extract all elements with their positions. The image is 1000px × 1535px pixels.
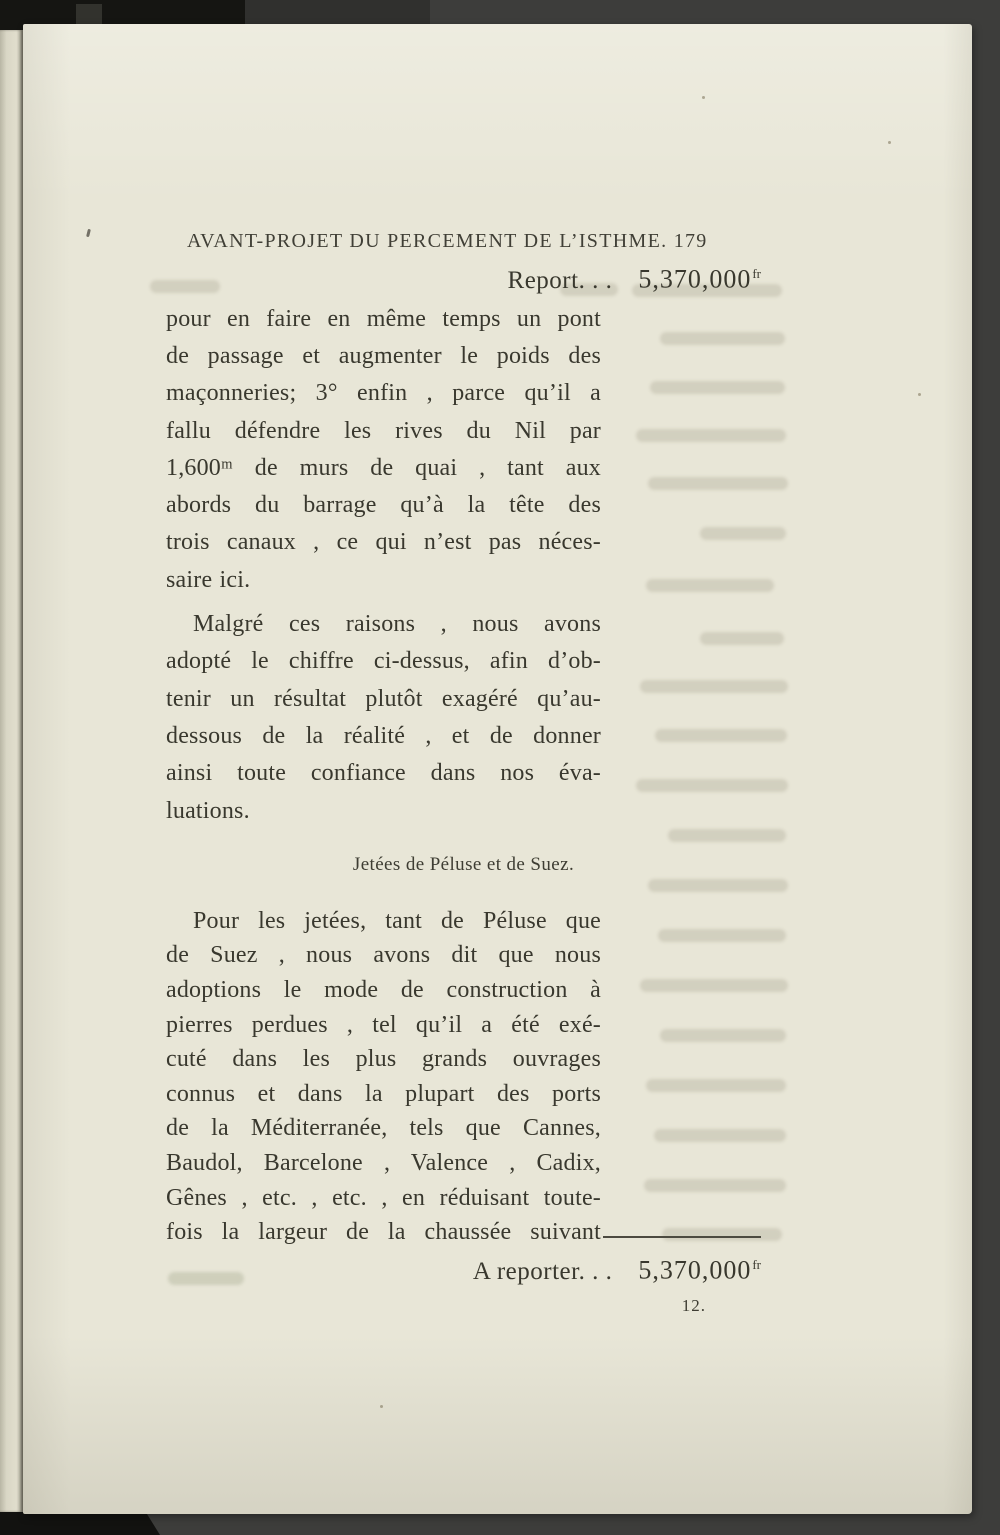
page-footer xyxy=(166,1236,761,1316)
text-line: Pour les jetées, tant de Péluse que xyxy=(193,907,601,934)
text-line: luations. xyxy=(166,797,250,824)
text-line: saire ici. xyxy=(166,566,251,593)
report-amount-unit: fr xyxy=(752,266,761,281)
report-carried-forward-line xyxy=(166,256,761,299)
running-header xyxy=(166,228,761,254)
report-amount-value: 5,370,000 xyxy=(638,264,752,294)
paper-speck xyxy=(702,96,705,99)
paper-speck xyxy=(380,1405,383,1408)
text-line: dessous de la réalité , et de donner xyxy=(166,722,601,749)
page-edges-strip xyxy=(0,30,23,1512)
paper-speck xyxy=(888,141,891,144)
text-line: fois la largeur de la chaussée suivant xyxy=(166,1219,601,1246)
report-amount xyxy=(638,256,761,298)
carry-forward-amount-unit: fr xyxy=(752,1257,761,1272)
carry-forward-amount-value: 5,370,000 xyxy=(638,1255,752,1285)
ink-stray-mark xyxy=(86,229,91,237)
page-content xyxy=(166,228,761,1250)
text-line: fallu défendre les rives du Nil par xyxy=(166,417,601,444)
page-number: 179 xyxy=(673,230,708,252)
text-line: Gênes , etc. , etc. , en réduisant toute- xyxy=(166,1184,601,1211)
text-line: 1,600ᵐ de murs de quai , tant aux xyxy=(166,454,601,481)
text-line: maçonneries; 3° enfin , parce qu’il a xyxy=(166,380,601,407)
text-line: connus et dans la plupart des ports xyxy=(166,1080,601,1107)
binding-leather-worn-patch xyxy=(76,4,102,24)
paper-speck xyxy=(918,393,921,396)
paragraph xyxy=(166,904,601,1250)
text-line: Baudol, Barcelone , Valence , Cadix, xyxy=(166,1149,601,1176)
text-line: de Suez , nous avons dit que nous xyxy=(166,942,601,969)
body-paragraphs-bottom xyxy=(166,904,601,1250)
paragraph xyxy=(166,301,601,599)
text-line: cuté dans les plus grands ouvrages xyxy=(166,1046,601,1073)
book-page xyxy=(23,24,972,1514)
text-line: trois canaux , ce qui n’est pas néces- xyxy=(166,529,601,556)
carry-forward-label: A reporter. . . xyxy=(472,1257,613,1285)
section-heading: Jetées de Péluse et de Suez. xyxy=(352,853,575,875)
gathering-signature: 12. xyxy=(681,1295,706,1315)
text-line: pour en faire en même temps un pont xyxy=(166,305,601,332)
paragraph xyxy=(166,606,601,830)
carry-forward-amount xyxy=(638,1247,761,1289)
running-header-title: AVANT-PROJET DU PERCEMENT DE L’ISTHME. xyxy=(187,230,668,252)
text-line: pierres perdues , tel qu’il a été exé- xyxy=(166,1011,601,1038)
to-carry-forward-line xyxy=(166,1247,761,1290)
text-line: de la Méditerranée, tels que Cannes, xyxy=(166,1115,601,1142)
text-line: adoptions le mode de construction à xyxy=(166,977,601,1003)
body-paragraphs-top xyxy=(166,301,601,830)
text-line: abords du barrage qu’à la tête des xyxy=(166,492,601,519)
text-line: tenir un résultat plutôt exagéré qu’au- xyxy=(166,685,601,712)
text-line: ainsi toute confiance dans nos éva- xyxy=(166,760,601,787)
report-label: Report. . . xyxy=(507,266,613,294)
text-line: adopté le chiffre ci-dessus, afin d’ob- xyxy=(166,648,601,675)
text-line: de passage et augmenter le poids des xyxy=(166,342,601,369)
sum-rule xyxy=(603,1236,761,1238)
text-line: Malgré ces raisons , nous avons xyxy=(193,611,601,638)
